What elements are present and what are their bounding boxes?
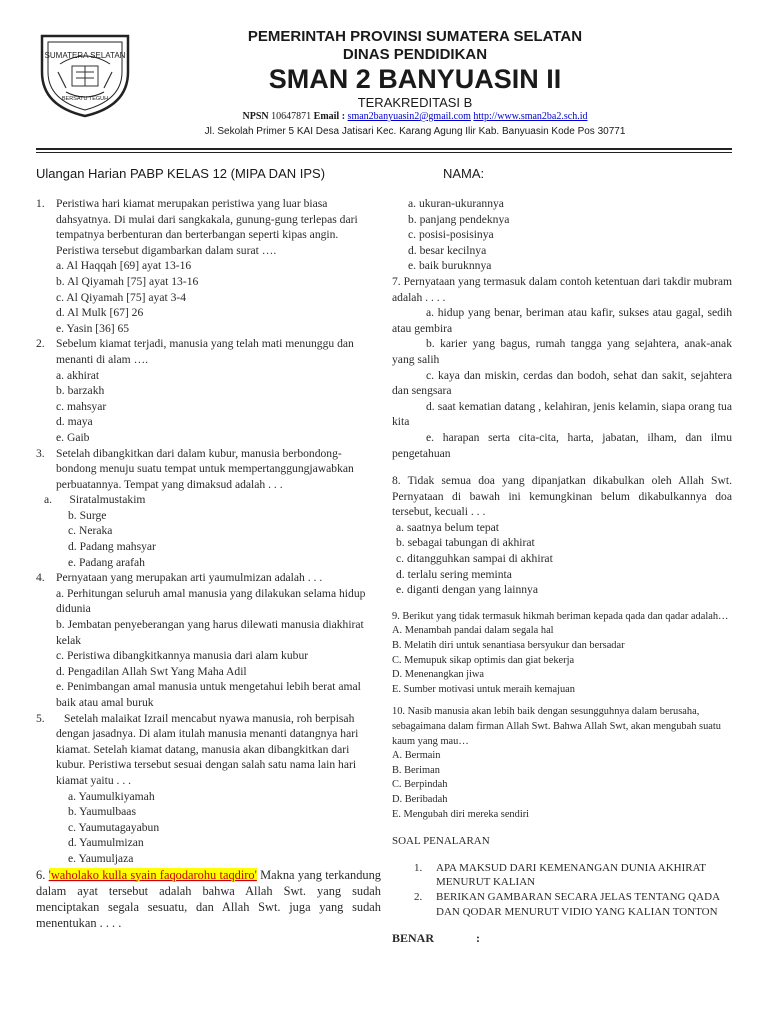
question-1 xyxy=(36,196,381,258)
option: a. Siratalmustakim xyxy=(44,493,146,507)
question-number: 1. xyxy=(36,197,45,210)
accreditation: TERAKREDITASI B xyxy=(357,95,473,110)
exam-title: Ulangan Harian PABP KELAS 12 (MIPA DAN IPS) xyxy=(36,166,326,181)
option: A. Menambah pandai dalam segala hal xyxy=(392,625,554,637)
option: c. Neraka xyxy=(68,524,113,538)
option: d. besar kecilnya xyxy=(408,243,487,257)
essay-text: APA MAKSUD DARI KEMENANGAN DUNIA AKHIRAT MENURUT KALIAN xyxy=(436,861,706,889)
option: c. ditangguhkan sampai di akhirat xyxy=(396,552,553,566)
logo-text-top: SUMATERA SELATAN xyxy=(44,51,126,60)
option: a. Al Haqqah [69] ayat 13-16 xyxy=(56,259,192,273)
school-name: SMAN 2 BANYUASIN II xyxy=(268,64,562,94)
header-divider-thick xyxy=(36,148,732,150)
question-7: 7. Pernyataan yang termasuk dalam contoh ketentuan dari takdir mubram adalah . . . . xyxy=(392,274,732,304)
option: e. harapan serta cita-cita, harta, jabatan, ilham, dan ilmu pengetahuan xyxy=(392,430,732,460)
option: B. Melatih diri untuk senantiasa bersyukur dan bersadar xyxy=(392,640,625,652)
option: a. akhirat xyxy=(56,368,100,382)
question-8: 8. Tidak semua doa yang dipanjatkan dikabulkan oleh Allah Swt. Pernyataan di bawah ini kemungkinan belum dikabulkannya doa tersebut, kecuali . . . xyxy=(392,474,732,519)
option: c. Yaumutagayabun xyxy=(68,820,160,834)
logo-text-bottom: BERSATU TEGUH xyxy=(61,96,109,102)
right-column xyxy=(392,196,732,947)
question-text: Setelah dibangkitkan dari dalam kubur, manusia berbondong-bondong menuju suatu tempat untuk mempertanggungjawabkan perbuatannya. Tempat yang dimaksud adalah . . . xyxy=(56,446,354,491)
website-link[interactable]: http://www.sman2ba2.sch.id xyxy=(473,111,588,122)
left-column xyxy=(36,196,381,931)
essay-text: BERIKAN GAMBARAN SECARA JELAS TENTANG QADA DAN QODAR MENURUT VIDIO YANG KALIAN TONTON xyxy=(436,890,720,918)
option: d. Pengadilan Allah Swt Yang Maha Adil xyxy=(56,664,247,678)
province-logo xyxy=(36,28,134,118)
option: b. Yaumulbaas xyxy=(68,805,136,819)
option: d. Yaumulmizan xyxy=(68,836,144,850)
option: D. Beribadah xyxy=(392,793,448,805)
npsn-value: 10647871 xyxy=(271,111,312,122)
government-line: PEMERINTAH PROVINSI SUMATERA SELATAN xyxy=(247,28,583,45)
question-number: 3. xyxy=(36,446,45,460)
benar-line xyxy=(392,931,732,947)
question-text: Peristiwa hari kiamat merupakan peristiwa yang luar biasa dahsyatnya. Di mulai dari sangkakala, gunung-gung terlepas dari tempatnya berbenturan dan berterbangan seperti kipas angin. Peristiwa tersebut digambarkan dalam surat …. xyxy=(56,197,358,257)
essay-number: 1. xyxy=(414,861,423,874)
option: d. terlalu sering meminta xyxy=(396,567,512,581)
option: d. Padang mahsyar xyxy=(68,540,156,554)
department-line: DINAS PENDIDIKAN xyxy=(342,46,488,63)
option: a. ukuran-ukurannya xyxy=(408,197,504,210)
option: c. mahsyar xyxy=(56,399,107,413)
essay-question xyxy=(392,890,732,919)
option: c. Al Qiyamah [75] ayat 3-4 xyxy=(56,290,187,304)
email-link[interactable]: sman2banyuasin2@gmail.com xyxy=(347,111,471,122)
question-text: Pernyataan yang merupakan arti yaumulmizan adalah . . . xyxy=(56,571,323,585)
option: E. Sumber motivasi untuk meraih kemajuan xyxy=(392,683,575,695)
question-9: 9. Berikut yang tidak termasuk hikmah beriman kepada qada dan qadar adalah… xyxy=(392,610,729,622)
option: b. Surge xyxy=(68,508,107,522)
option: e. baik buruknnya xyxy=(408,259,492,273)
option: a. hidup yang benar, beriman atau kafir, sukses atau gagal, sedih atau gembira xyxy=(392,306,732,335)
option: e. Gaib xyxy=(56,430,90,444)
contact-line xyxy=(150,111,680,123)
question-number: 6. xyxy=(36,867,46,882)
question-5 xyxy=(36,711,381,789)
option: a. Perhitungan seluruh amal manusia yang dilakukan selama hidup didunia xyxy=(56,586,366,616)
option: e. diganti dengan yang lainnya xyxy=(396,583,538,597)
option: b. Al Qiyamah [75] ayat 13-16 xyxy=(56,274,199,288)
option: A. Bermain xyxy=(392,750,441,762)
option: d. maya xyxy=(56,415,93,429)
header-divider-thin xyxy=(36,152,732,153)
school-address: Jl. Sekolah Primer 5 KAI Desa Jatisari Kec. Karang Agung Ilir Kab. Banyuasin Kode Pos 30771 xyxy=(204,126,626,137)
question-10: 10. Nasib manusia akan lebih baik dengan sesungguhnya dalam berusaha, sebagaimana dalam firman Allah Swt. Bahwa Allah Swt, akan mengubah suatu kaum yang mau… xyxy=(392,706,721,747)
question-6 xyxy=(36,867,381,931)
benar-colon: : xyxy=(476,931,481,946)
email-label: Email : xyxy=(313,111,346,122)
option: e. Padang arafah xyxy=(68,555,145,569)
name-label: NAMA: xyxy=(443,166,485,181)
option: C. Memupuk sikap optimis dan giat bekerja xyxy=(392,654,575,666)
essay-question xyxy=(392,861,732,890)
essay-number: 2. xyxy=(414,890,423,903)
option: D. Menenangkan jiwa xyxy=(392,669,485,681)
option: d. saat kematian datang , kelahiran, jenis kelamin, siapa orang tua kita xyxy=(392,399,732,429)
ayat-highlight: 'waholako kulla syain faqodarohu taqdiro' xyxy=(48,867,257,882)
option: d. Al Mulk [67] 26 xyxy=(56,306,144,320)
npsn-label: NPSN xyxy=(242,111,269,122)
option: a. saatnya belum tepat xyxy=(396,520,500,534)
question-text: Setelah malaikat Izrail mencabut nyawa manusia, roh berpisah dengan jasadnya. Di alam itulah manusia menanti datangnya hari kiamat. Setelah kiamat datang, manusia akan dibangkitkan dari kubur. Peristiwa tersebut sesuai dengan salah satu nama lain hari kiamat yaitu . . . xyxy=(56,711,359,787)
option: b. barzakh xyxy=(56,384,105,398)
question-4 xyxy=(36,570,381,586)
question-text: Makna yang terkandung dalam ayat tersebut adalah bahwa Allah Swt. yang sudah menciptakan segala sesuatu, dan Allah Swt. juga yang sudah menentukan . . . . xyxy=(36,867,381,930)
question-number: 5. xyxy=(36,711,45,725)
question-text: Sebelum kiamat terjadi, manusia yang telah mati menunggu dan menanti di alam …. xyxy=(56,337,354,366)
option: b. sebagai tabungan di akhirat xyxy=(396,536,535,550)
option: b. karier yang bagus, rumah tangga yang sejahtera, anak-anak yang salih xyxy=(392,337,732,366)
option: e. Yaumuljaza xyxy=(68,851,134,865)
option: C. Berpindah xyxy=(392,779,448,791)
option: a. Yaumulkiyamah xyxy=(68,789,155,803)
option: c. kaya dan miskin, cerdas dan bodoh, sehat dan sakit, sejahtera dan sengsara xyxy=(392,368,732,398)
benar-label: BENAR xyxy=(392,931,435,946)
option: c. Peristiwa dibangkitkannya manusia dari alam kubur xyxy=(56,649,309,663)
option: e. Yasin [36] 65 xyxy=(56,321,130,335)
option: b. panjang pendeknya xyxy=(408,212,510,226)
question-2 xyxy=(36,336,381,367)
option: c. posisi-posisinya xyxy=(408,228,494,242)
letterhead xyxy=(0,0,768,150)
soal-penalaran-heading: SOAL PENALARAN xyxy=(392,835,490,848)
question-3 xyxy=(36,446,381,493)
question-number: 2. xyxy=(36,337,45,351)
option: e. Penimbangan amal manusia untuk mengetahui lebih berat amal baik atau amal buruk xyxy=(56,680,361,709)
option: B. Beriman xyxy=(392,764,440,776)
question-number: 4. xyxy=(36,571,45,585)
option: b. Jembatan penyeberangan yang harus dilewati manusia diakhirat kelak xyxy=(56,618,364,647)
option: E. Mengubah diri mereka sendiri xyxy=(392,808,530,820)
